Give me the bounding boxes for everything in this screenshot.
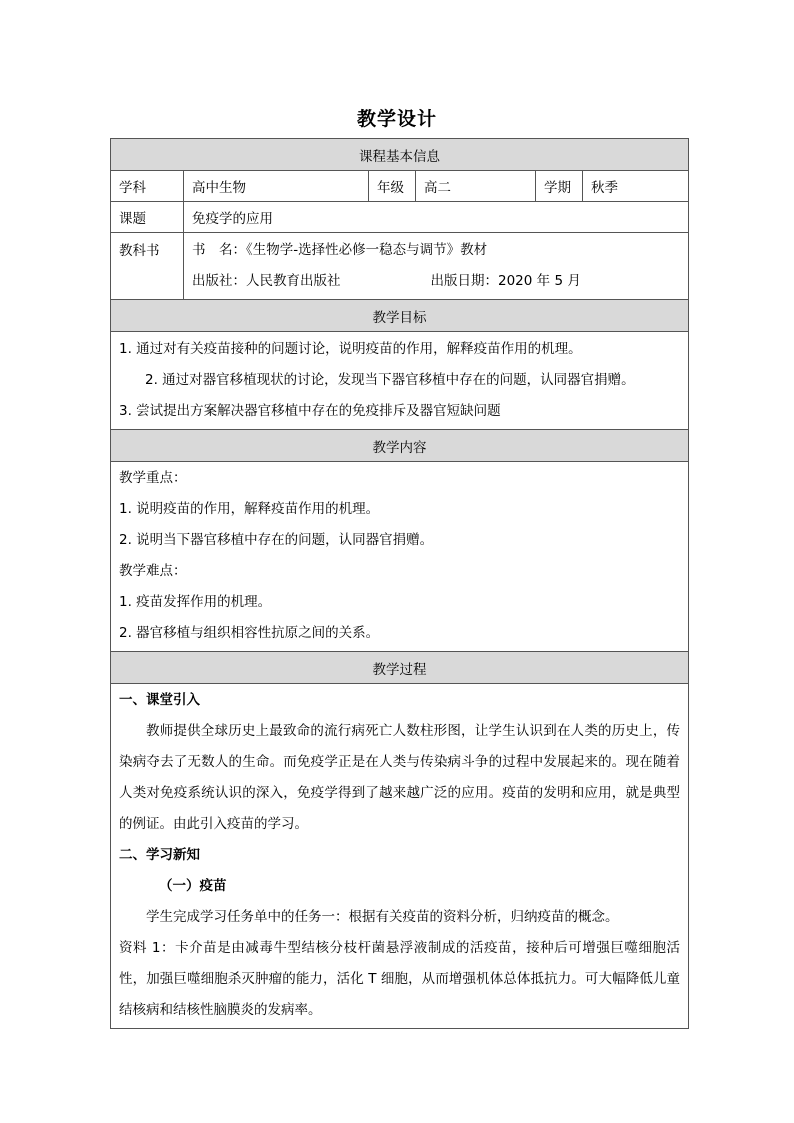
key-point-item: 2. 说明当下器官移植中存在的问题，认同器官捐赠。 xyxy=(119,532,434,548)
subsection-heading: （一）疫苗 xyxy=(159,878,227,894)
textbook-label: 教科书 xyxy=(111,233,184,300)
publisher: 出版社：人民教育出版社 xyxy=(192,273,341,289)
lesson-plan-table xyxy=(110,138,689,1029)
process-cell xyxy=(111,684,689,1029)
book-name: 书 名：《生物学-选择性必修一稳态与调节》教材 xyxy=(192,242,488,258)
difficult-point-item: 2. 器官移植与组织相容性抗原之间的关系。 xyxy=(119,625,380,641)
difficult-points-label: 教学难点： xyxy=(119,563,187,579)
topic-value: 免疫学的应用 xyxy=(184,202,689,233)
subject-label: 学科 xyxy=(111,171,184,202)
subject-value: 高中生物 xyxy=(184,171,369,202)
content-cell xyxy=(111,462,689,652)
grade-label: 年级 xyxy=(369,171,416,202)
content-header: 教学内容 xyxy=(111,430,689,462)
process-header: 教学过程 xyxy=(111,652,689,684)
term-value: 秋季 xyxy=(583,171,689,202)
page-title: 教学设计 xyxy=(356,108,437,130)
goal-item: 1. 通过对有关疫苗接种的问题讨论，说明疫苗的作用，解释疫苗作用的机理。 xyxy=(119,341,582,357)
goals-cell xyxy=(111,332,689,430)
goal-item: 3. 尝试提出方案解决器官移植中存在的免疫排斥及器官短缺问题 xyxy=(119,403,501,419)
grade-value: 高二 xyxy=(416,171,536,202)
textbook-row xyxy=(111,233,689,300)
publish-date: 出版日期：2020 年 5 月 xyxy=(430,273,581,289)
difficult-point-item: 1. 疫苗发挥作用的机理。 xyxy=(119,594,272,610)
term-label: 学期 xyxy=(536,171,583,202)
task-paragraph: 学生完成学习任务单中的任务一：根据有关疫苗的资料分析，归纳疫苗的概念。 xyxy=(146,909,619,925)
goals-header: 教学目标 xyxy=(111,300,689,332)
basic-info-header: 课程基本信息 xyxy=(111,139,689,171)
intro-paragraph: 教师提供全球历史上最致命的流行病死亡人数柱形图，让学生认识到在人类的历史上，传染病夺去了无数人的生命。而免疫学正是在人类与传染病斗争的过程中发展起来的。现在随着人类对免疫系统认识的深入，免疫学得到了越来越广泛的应用。疫苗的发明和应用，就是典型的例证。由此引入疫苗的学习。 xyxy=(119,723,681,832)
subject-row xyxy=(111,171,689,202)
publisher-line xyxy=(192,266,680,297)
key-point-item: 1. 说明疫苗的作用，解释疫苗作用的机理。 xyxy=(119,501,380,517)
topic-label: 课题 xyxy=(111,202,184,233)
section-heading: 一、课堂引入 xyxy=(119,692,200,708)
material-paragraph: 资料 1：卡介苗是由减毒牛型结核分枝杆菌悬浮液制成的活疫苗，接种后可增强巨噬细胞活性，加强巨噬细胞杀灭肿瘤的能力，活化 T 细胞，从而增强机体总体抵抗力。可大幅降低儿童结核病和结核性脑膜炎的发病率。 xyxy=(119,940,681,1018)
key-points-label: 教学重点： xyxy=(119,470,187,486)
topic-row xyxy=(111,202,689,233)
goal-item: 2. 通过对器官移植现状的讨论，发现当下器官移植中存在的问题，认同器官捐赠。 xyxy=(145,372,635,388)
section-heading: 二、学习新知 xyxy=(119,847,200,863)
